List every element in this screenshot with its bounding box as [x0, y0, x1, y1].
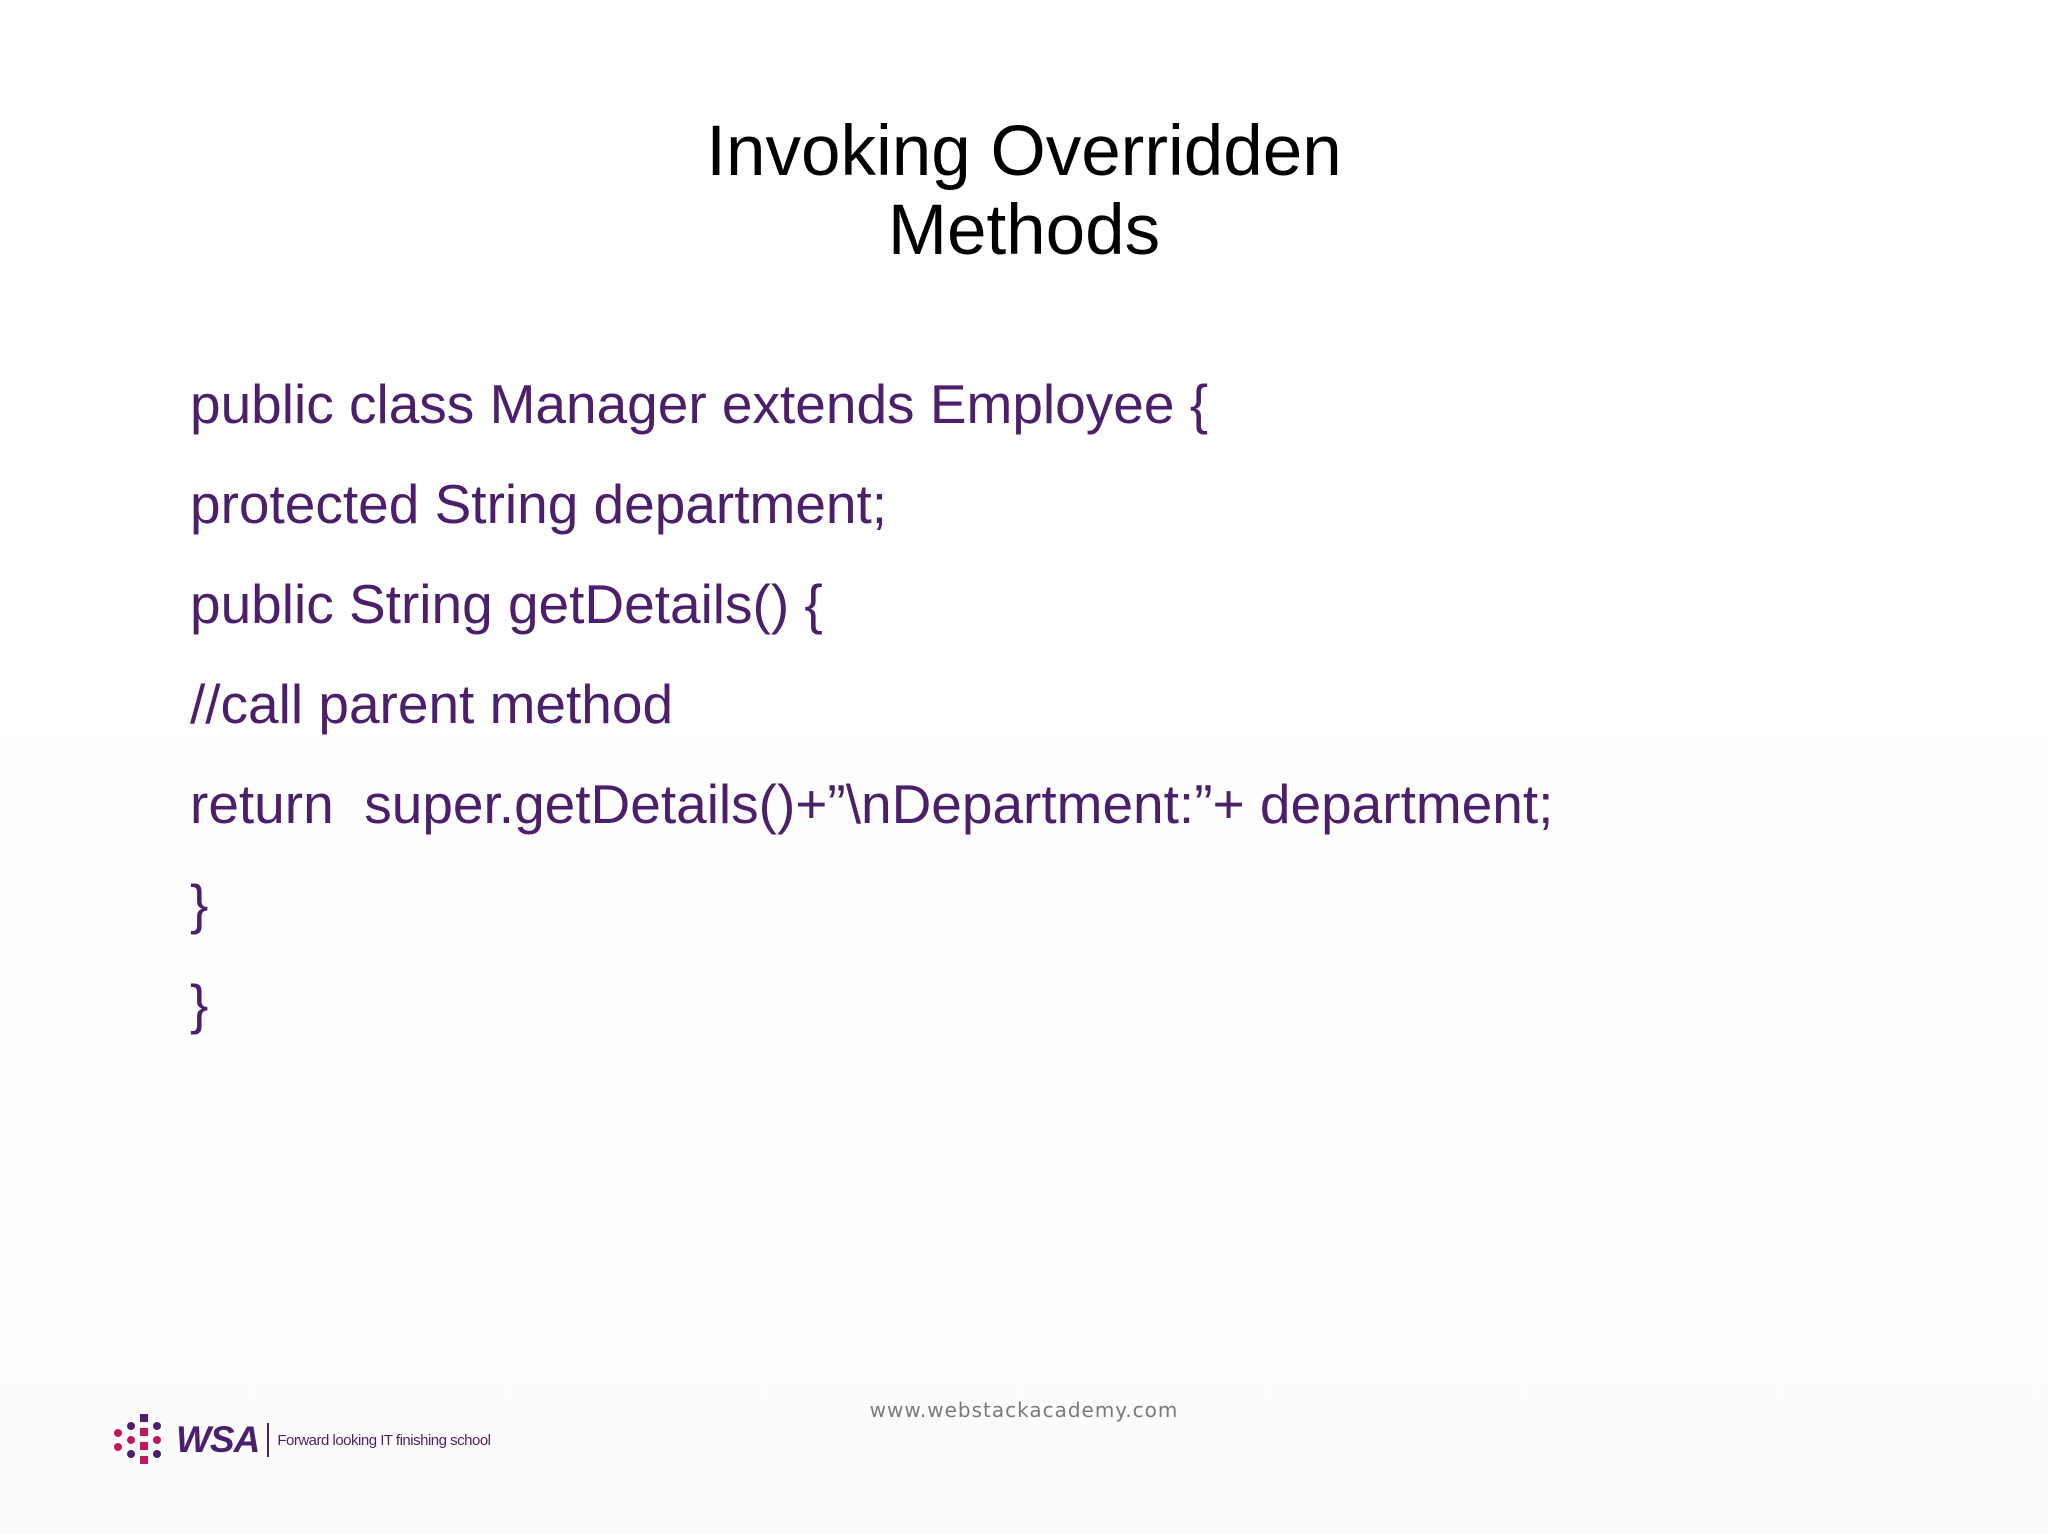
wsa-logo	[110, 1411, 491, 1469]
logo-divider	[267, 1423, 269, 1457]
wsa-dot-grid-icon	[110, 1411, 168, 1469]
slide-title	[0, 112, 2048, 270]
code-line-field-declaration: protected String department;	[190, 473, 888, 535]
slide-title-line-1: Invoking Overridden	[706, 112, 1342, 191]
code-listing	[190, 354, 1553, 1054]
code-line-comment: //call parent method	[190, 673, 674, 735]
footer-url: www.webstackacademy.com	[869, 1398, 1179, 1422]
code-line-class-declaration: public class Manager extends Employee {	[190, 373, 1209, 435]
logo-tagline: Forward looking IT finishing school	[277, 1431, 491, 1449]
code-line-class-close-brace: }	[190, 973, 209, 1035]
slide-title-line-2: Methods	[887, 191, 1161, 270]
code-line-return-statement: return super.getDetails()+”\nDepartment:”+ department;	[190, 773, 1554, 835]
logo-wordmark: WSA	[176, 1419, 260, 1460]
code-line-method-declaration: public String getDetails() {	[190, 573, 823, 635]
code-line-method-close-brace: }	[190, 873, 209, 935]
